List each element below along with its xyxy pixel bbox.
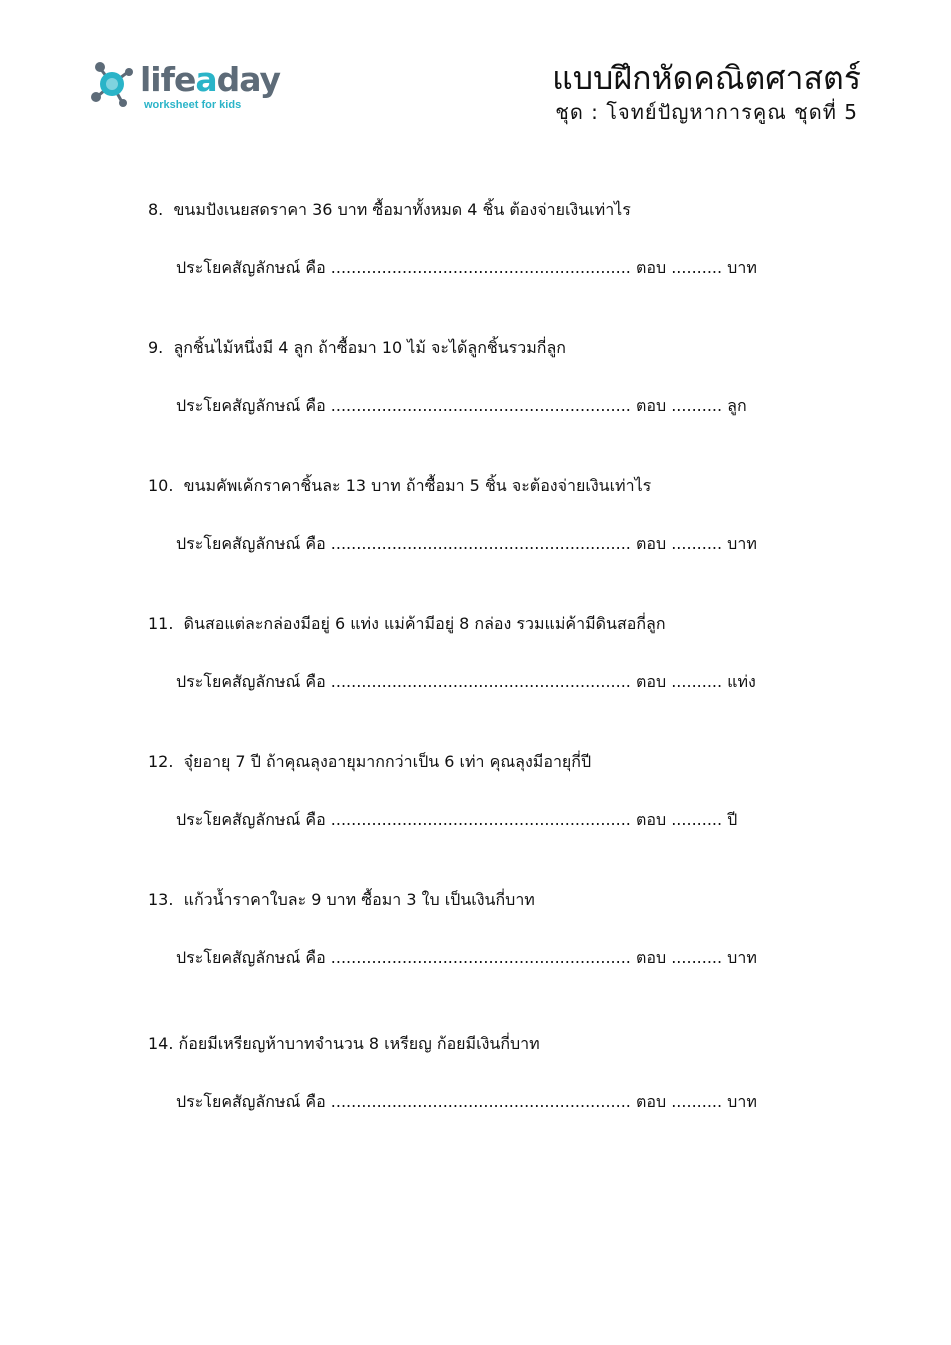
answer-line [176, 668, 756, 696]
sentence-label: ประโยคสัญลักษณ์ คือ [176, 810, 326, 829]
sentence-blank[interactable]: ........................................................... [330, 396, 631, 415]
sentence-blank[interactable]: ........................................................... [330, 258, 631, 277]
problem-question [148, 196, 848, 224]
answer-label: ตอบ [635, 258, 667, 277]
sentence-label: ประโยคสัญลักษณ์ คือ [176, 948, 326, 967]
problem-number: 11. [148, 614, 174, 633]
sentence-blank[interactable]: ........................................................... [330, 948, 631, 967]
problem-question [148, 472, 848, 500]
problem-item [148, 610, 848, 691]
sentence-blank[interactable]: ........................................................... [330, 534, 631, 553]
logo-molecule-icon [90, 58, 138, 108]
answer-label: ตอบ [635, 810, 667, 829]
problem-question [148, 886, 848, 914]
answer-line [176, 254, 757, 282]
problem-number: 12. [148, 752, 174, 771]
sentence-label: ประโยคสัญลักษณ์ คือ [176, 258, 326, 277]
answer-blank[interactable]: .......... [671, 1092, 723, 1111]
answer-blank[interactable]: .......... [671, 948, 723, 967]
problem-text: ลูกชิ้นไม้หนึ่งมี 4 ลูก ถ้าซื้อมา 10 ไม้ จะได้ลูกชิ้นรวมกี่ลูก [173, 338, 566, 357]
answer-unit: ปี [727, 810, 738, 829]
sentence-blank[interactable]: ........................................................... [330, 1092, 631, 1111]
problem-text: จุ๋ยอายุ 7 ปี ถ้าคุณลุงอายุมากกว่าเป็น 6 เท่า คุณลุงมีอายุกี่ปี [183, 752, 592, 771]
answer-unit: บาท [727, 534, 757, 553]
problem-item [148, 196, 848, 277]
answer-line [176, 1088, 757, 1116]
problem-text: ขนมปังเนยสดราคา 36 บาท ซื้อมาทั้งหมด 4 ชิ้น ต้องจ่ายเงินเท่าไร [173, 200, 631, 219]
problem-number: 13. [148, 890, 174, 909]
answer-line [176, 806, 737, 834]
sentence-label: ประโยคสัญลักษณ์ คือ [176, 1092, 326, 1111]
problem-question [148, 334, 848, 362]
problem-text: ขนมคัพเค้กราคาชิ้นละ 13 บาท ถ้าซื้อมา 5 ชิ้น จะต้องจ่ายเงินเท่าไร [183, 476, 652, 495]
problem-number: 14. [148, 1034, 174, 1053]
brand-logo [90, 58, 290, 118]
sentence-blank[interactable]: ........................................................... [330, 672, 631, 691]
answer-label: ตอบ [635, 1092, 667, 1111]
answer-unit: บาท [727, 258, 757, 277]
answer-line [176, 392, 747, 420]
answer-blank[interactable]: .......... [671, 810, 723, 829]
problem-question [148, 1030, 848, 1058]
answer-unit: ลูก [727, 396, 747, 415]
answer-unit: บาท [727, 948, 757, 967]
page-subtitle: ชุด : โจทย์ปัญหาการคูณ ชุดที่ 5 [555, 100, 858, 124]
problem-item [148, 748, 848, 829]
answer-line [176, 530, 757, 558]
problem-number: 10. [148, 476, 174, 495]
answer-line [176, 944, 757, 972]
problem-item [148, 1030, 848, 1111]
problem-number: 9. [148, 338, 164, 357]
problem-number: 8. [148, 200, 164, 219]
problem-item [148, 886, 848, 967]
answer-blank[interactable]: .......... [671, 534, 723, 553]
answer-label: ตอบ [635, 672, 667, 691]
problem-item [148, 334, 848, 415]
answer-unit: บาท [727, 1092, 757, 1111]
problem-text: ก้อยมีเหรียญห้าบาทจำนวน 8 เหรียญ ก้อยมีเงินกี่บาท [178, 1034, 540, 1053]
answer-label: ตอบ [635, 534, 667, 553]
problem-text: แก้วน้ำราคาใบละ 9 บาท ซื้อมา 3 ใบ เป็นเงินกี่บาท [183, 890, 535, 909]
problem-question [148, 748, 848, 776]
answer-blank[interactable]: .......... [671, 396, 723, 415]
answer-label: ตอบ [635, 396, 667, 415]
answer-blank[interactable]: .......... [671, 672, 723, 691]
sentence-label: ประโยคสัญลักษณ์ คือ [176, 534, 326, 553]
answer-blank[interactable]: .......... [671, 258, 723, 277]
answer-unit: แท่ง [727, 672, 756, 691]
problem-item [148, 472, 848, 553]
problem-question [148, 610, 848, 638]
answer-label: ตอบ [635, 948, 667, 967]
logo-wordmark: lifeaday [140, 60, 281, 99]
page-title: แบบฝึกหัดคณิตศาสตร์ [552, 59, 861, 97]
logo-tagline: worksheet for kids [144, 99, 242, 111]
problem-text: ดินสอแต่ละกล่องมีอยู่ 6 แท่ง แม่ค้ามีอยู่ 8 กล่อง รวมแม่ค้ามีดินสอกี่ลูก [183, 614, 666, 633]
sentence-label: ประโยคสัญลักษณ์ คือ [176, 672, 326, 691]
sentence-blank[interactable]: ........................................................... [330, 810, 631, 829]
sentence-label: ประโยคสัญลักษณ์ คือ [176, 396, 326, 415]
